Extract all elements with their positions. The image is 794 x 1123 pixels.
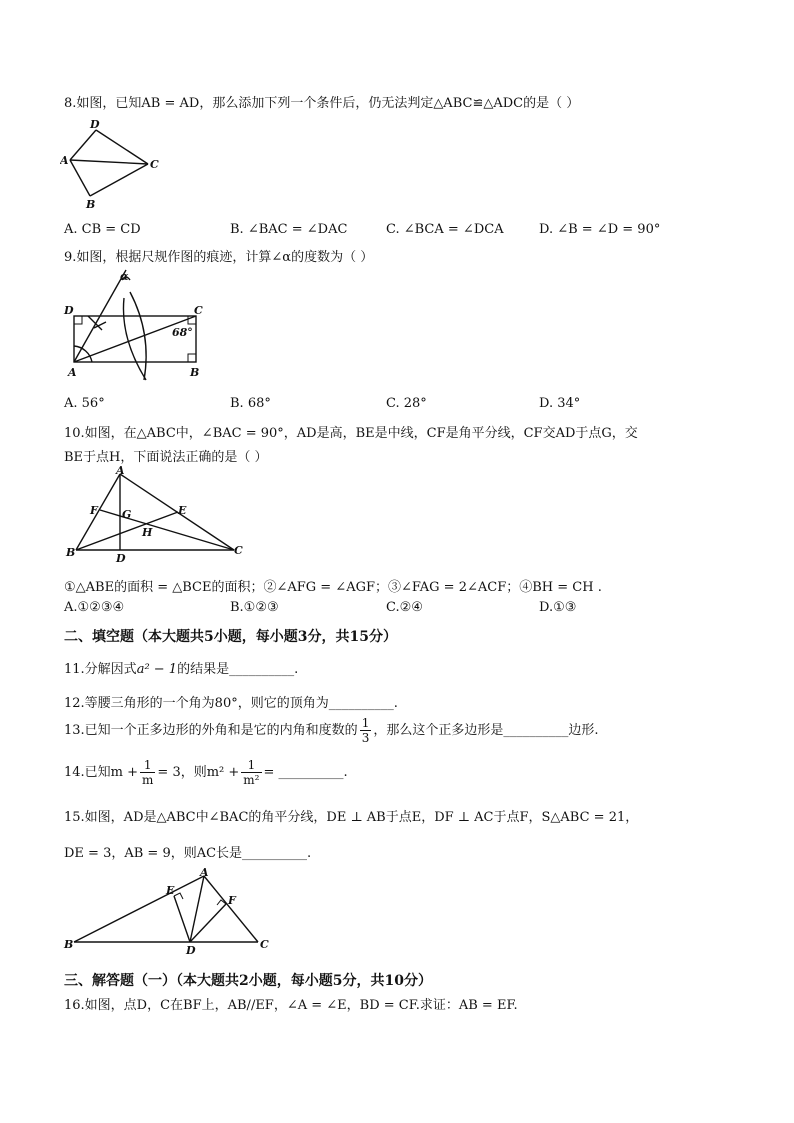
q10-label-h: H <box>142 526 153 539</box>
q10-option-c[interactable]: C.②④ <box>386 600 423 615</box>
q8-label-d: D <box>90 118 100 131</box>
q14-fraction-2-den: m² <box>243 773 260 787</box>
q8-label-c: C <box>150 158 159 171</box>
q10-label-c: C <box>234 544 243 557</box>
q15-label-c: C <box>260 938 269 951</box>
q9-option-a[interactable]: A. 56° <box>64 396 105 411</box>
q13-post: ，那么这个正多边形是__________边形. <box>373 723 599 738</box>
q10-label-g: G <box>122 508 132 521</box>
q13-fraction <box>360 716 372 745</box>
q11-post: 的结果是__________. <box>177 662 299 677</box>
q10-label-b: B <box>66 546 76 559</box>
q15-line2: DE = 3，AB = 9，则AC长是__________. <box>64 846 312 861</box>
q10-stem-line2: BE于点H，下面说法正确的是（ ） <box>64 450 268 465</box>
q15-label-d: D <box>186 944 196 954</box>
section-3-heading: 三、解答题（一）（本大题共2小题，每小题5分，共10分） <box>64 973 432 989</box>
q14-fraction-2-num: 1 <box>241 758 261 773</box>
q14-fraction-1-num: 1 <box>140 758 155 773</box>
q9-label-b: B <box>190 366 200 379</box>
q8-option-a[interactable]: A. CB = CD <box>64 222 141 237</box>
q13-pre: 13.已知一个正多边形的外角和是它的内角和度数的 <box>64 723 358 738</box>
q9-label-c: C <box>194 304 203 317</box>
q8-figure <box>60 118 170 210</box>
q8-label-b: B <box>86 198 96 210</box>
q9-label-angle: 68° <box>172 326 193 339</box>
q10-label-d: D <box>116 552 126 564</box>
q8-option-c[interactable]: C. ∠BCA = ∠DCA <box>386 222 504 237</box>
q11-expr: a² − 1 <box>136 662 178 677</box>
q8-stem: 8.如图，已知AB = AD，那么添加下列一个条件后，仍无法判定△ABC≌△ADC的是（ ） <box>64 96 580 111</box>
q15-label-b: B <box>64 938 74 951</box>
q8-option-b[interactable]: B. ∠BAC = ∠DAC <box>230 222 348 237</box>
q9-option-d[interactable]: D. 34° <box>539 396 581 411</box>
q10-figure <box>62 466 252 564</box>
q11-pre: 11.分解因式 <box>64 662 137 677</box>
q8-label-a: A <box>60 154 69 167</box>
q9-figure <box>60 268 220 386</box>
q10-stem-line1: 10.如图，在△ABC中，∠BAC = 90°，AD是高，BE是中线，CF是角平分线，CF交AD于点G，交 <box>64 426 638 441</box>
q9-label-a: A <box>68 366 77 379</box>
q9-stem: 9.如图，根据尺规作图的痕迹，计算∠α的度数为（ ） <box>64 250 374 265</box>
q10-label-e: E <box>178 504 187 517</box>
q14 <box>64 758 348 787</box>
q11 <box>64 658 298 677</box>
q10-label-a: A <box>116 466 125 477</box>
section-2-heading: 二、填空题（本大题共5小题，每小题3分，共15分） <box>64 629 397 645</box>
q10-label-f: F <box>90 504 98 517</box>
q8-option-d[interactable]: D. ∠B = ∠D = 90° <box>539 222 661 237</box>
q9-option-b[interactable]: B. 68° <box>230 396 271 411</box>
q14-fraction-2 <box>241 758 261 787</box>
q15-label-a: A <box>200 868 209 879</box>
q10-statements: ①△ABE的面积 = △BCE的面积；②∠AFG = ∠AGF；③∠FAG = 2∠ACF；④BH = CH . <box>64 580 602 595</box>
q10-option-a[interactable]: A.①②③④ <box>64 600 125 615</box>
q15-label-f: F <box>228 894 236 907</box>
q14-fraction-1-den: m <box>142 773 154 787</box>
q13-fraction-den: 3 <box>361 731 370 745</box>
q13 <box>64 716 598 745</box>
q14-mid: = 3，则m² + <box>157 765 240 780</box>
q15-line1: 15.如图，AD是△ABC中∠BAC的角平分线，DE ⊥ AB于点E，DF ⊥ AC于点F，S△ABC = 21， <box>64 810 639 825</box>
q15-label-e: E <box>166 884 175 897</box>
q10-option-b[interactable]: B.①②③ <box>230 600 279 615</box>
q16: 16.如图，点D，C在BF上，AB//EF，∠A = ∠E，BD = CF.求证：AB = EF. <box>64 998 518 1013</box>
q9-label-d: D <box>64 304 74 317</box>
q13-fraction-num: 1 <box>361 716 370 730</box>
q14-pre: 14.已知m + <box>64 765 139 780</box>
q12: 12.等腰三角形的一个角为80°，则它的顶角为__________. <box>64 696 398 711</box>
q14-post: = __________. <box>263 765 348 780</box>
q14-fraction-1 <box>140 758 155 787</box>
q15-figure <box>62 868 282 954</box>
q9-label-alpha: α <box>120 270 129 283</box>
q9-option-c[interactable]: C. 28° <box>386 396 427 411</box>
q10-option-d[interactable]: D.①③ <box>539 600 577 615</box>
